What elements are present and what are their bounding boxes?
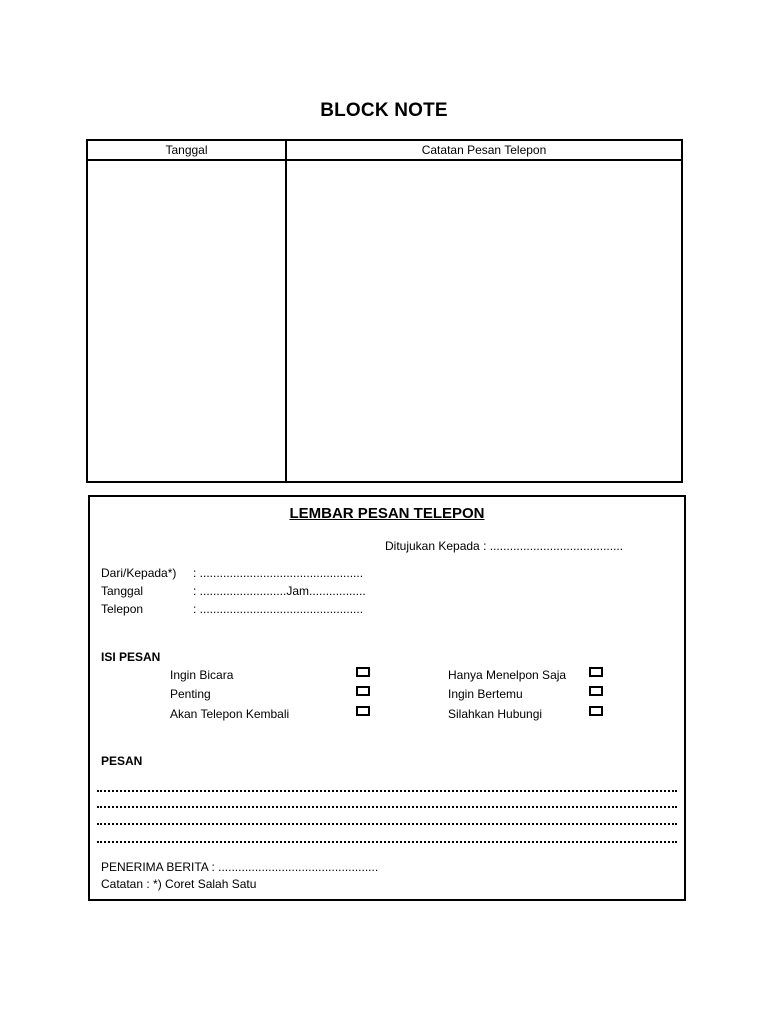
footnote: Catatan : *) Coret Salah Satu: [101, 877, 257, 891]
notes-cell[interactable]: [287, 161, 681, 481]
receiver-field[interactable]: PENERIMA BERITA : ................................................: [101, 860, 379, 874]
header-date: Tanggal: [165, 143, 208, 157]
message-heading: PESAN: [101, 754, 143, 768]
message-line[interactable]: [97, 806, 677, 808]
option-label: Hanya Menelpon Saja: [448, 668, 567, 682]
from-to-label: Dari/Kepada*): [101, 566, 177, 580]
header-phone-notes: Catatan Pesan Telepon: [421, 143, 547, 157]
option-label: Penting: [170, 687, 211, 701]
addressed-to-field[interactable]: Ditujukan Kepada : ........................................: [385, 539, 624, 553]
phone-field[interactable]: : .................................................: [193, 602, 364, 616]
sheet-title-wrap: [90, 505, 684, 522]
message-line[interactable]: [97, 790, 677, 792]
phone-message-sheet: [88, 495, 686, 901]
checkbox-penting[interactable]: [356, 686, 370, 696]
sheet-title: LEMBAR PESAN TELEPON: [289, 505, 485, 522]
option-label: Ingin Bertemu: [448, 687, 523, 701]
message-content-heading: ISI PESAN: [101, 650, 161, 664]
from-to-field[interactable]: : .................................................: [193, 566, 364, 580]
option-label: Akan Telepon Kembali: [170, 707, 290, 721]
date-cell[interactable]: [88, 161, 285, 481]
checkbox-akan-telepon-kembali[interactable]: [356, 706, 370, 716]
phone-label: Telepon: [101, 602, 144, 616]
option-label: Ingin Bicara: [170, 668, 234, 682]
date-time-field[interactable]: : ..........................Jam.................: [193, 584, 366, 598]
page-title: BLOCK NOTE: [320, 100, 448, 121]
checkbox-ingin-bicara[interactable]: [356, 667, 370, 677]
option-label: Silahkan Hubungi: [448, 707, 543, 721]
message-line[interactable]: [97, 823, 677, 825]
checkbox-hanya-menelpon-saja[interactable]: [589, 667, 603, 677]
checkbox-ingin-bertemu[interactable]: [589, 686, 603, 696]
checkbox-silahkan-hubungi[interactable]: [589, 706, 603, 716]
block-note-header: [88, 141, 681, 161]
date-label: Tanggal: [101, 584, 144, 598]
message-line[interactable]: [97, 841, 677, 843]
block-note-table: [86, 139, 683, 483]
